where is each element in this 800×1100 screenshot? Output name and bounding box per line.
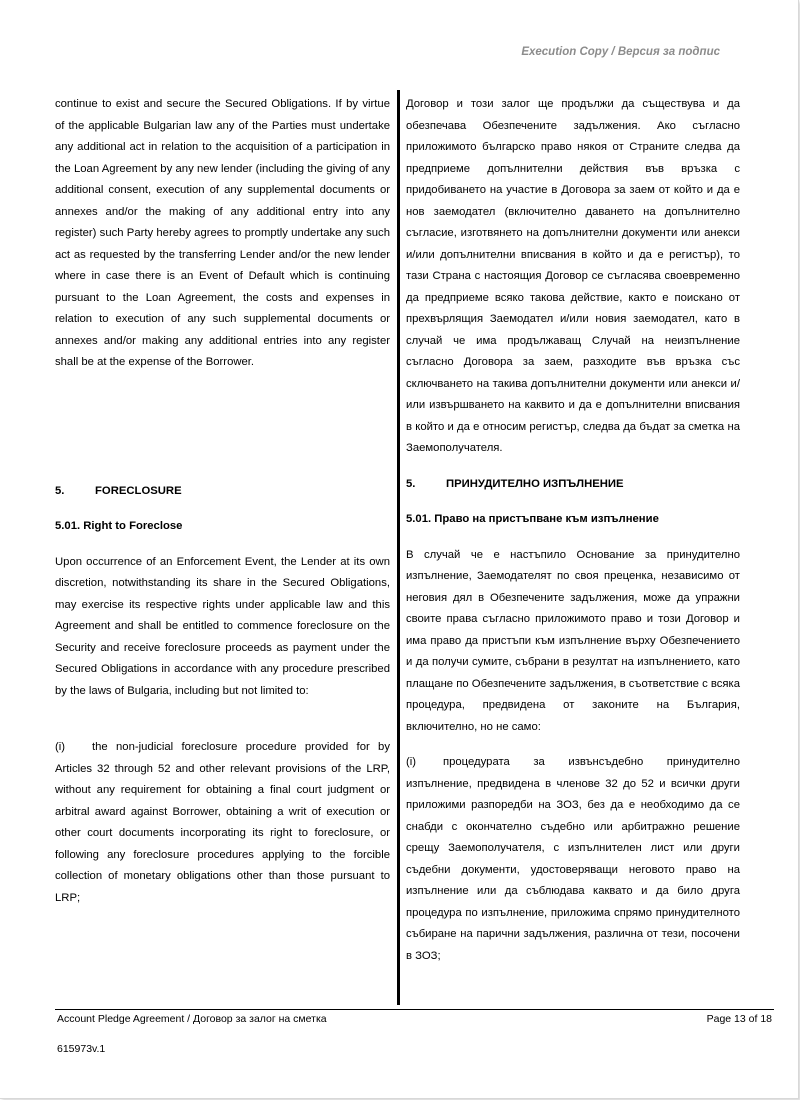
execution-copy-header: Execution Copy / Версия за подпис: [521, 46, 720, 58]
section-number: 5.: [55, 484, 65, 497]
section-title-bg: ПРИНУДИТЕЛНО ИЗПЪЛНЕНИЕ: [446, 477, 624, 490]
list-item-label-bg: (i): [406, 756, 417, 768]
section-heading-bg: [406, 474, 740, 496]
document-id: 615973v.1: [57, 1043, 106, 1055]
list-item-text-bg: процедурата за извънсъдебно принудително изпълнение, предвидена в членове 32 до 52 и всички други приложими разпоредби на ЗОЗ, без да е необходимо да се снабди с окончателно съдебно или арбитражно решение срещу Заемополучателя, с изпълнителен лист или други съдебни документи, удостоверяващи неговото право на изпълнение или да съблюдава каквато и да било друга процедура по изпълнение, приложима спрямо принудителното събиране на парични задължения, различна от тези, посочени в ЗОЗ;: [406, 756, 740, 962]
english-column: [55, 94, 390, 909]
list-item-label: (i): [55, 741, 66, 753]
footer-document-title: Account Pledge Agreement / Договор за залог на сметка: [57, 1013, 327, 1025]
list-item-text: the non-judicial foreclosure procedure provided for by Articles 32 through 52 and other relevant provisions of the LRP, without any requirement for obtaining a final court judgment or arbitral award against Borrower, obtaining a writ of execution or other court documents incorporating its right to foreclosure, or following any foreclosure procedures applying to the forcible collection of monetary obligations other than those pursuant to LRP;: [55, 741, 390, 904]
bulgarian-list-item-i: [406, 752, 740, 967]
bulgarian-column: [406, 94, 740, 967]
english-list-item-i: [55, 737, 390, 909]
column-divider: [397, 90, 400, 1005]
subsection-heading: 5.01. Right to Foreclose: [55, 520, 183, 532]
section-heading: [55, 481, 390, 503]
english-paragraph-right-to-foreclose: Upon occurrence of an Enforcement Event, the Lender at its own discretion, notwithstanding its share in the Secured Obligations, may exercise its respective rights under applicable law and this Agreement and shall be entitled to commence foreclosure on the Security and receive foreclosure proceeds as payment under the Secured Obligations in accordance with any procedure prescribed by the laws of Bulgaria, including but not limited to:: [55, 555, 390, 697]
section-number-bg: 5.: [406, 477, 416, 490]
bulgarian-paragraph-right-to-foreclose: В случай че е настъпило Основание за принудително изпълнение, Заемодателят по своя преценка, независимо от неговия дял в Обезпечените задължения, може да упражни своите права съгласно приложимото право и този Договор и има право да пристъпи към изпълнение върху Обезпечението и да получи сумите, събрани в резултат на изпълнението, като плащане по Обезпечените задължения, в съответствие с всяка процедура, предвидена от законите на България, включително, но не само:: [406, 548, 740, 733]
section-title: FORECLOSURE: [95, 484, 182, 497]
subsection-heading-bg: 5.01. Право на пристъпване към изпълнение: [406, 513, 659, 525]
english-paragraph-continuation: continue to exist and secure the Secured Obligations. If by virtue of the applicable Bulgarian law any of the Parties must undertake any additional act in relation to the acquisition of a participation in the Loan Agreement by any new lender (including the giving of any additional consent, execution of any supplemental documents or annexes and/or the making of any additional entry into any register) such Party hereby agrees to promptly undertake any such act as requested by the transferring Lender and/or the new lender where in case there is an Event of Default which is continuing pursuant to the Loan Agreement, the costs and expenses in relation to execution of any such supplemental documents or annexes and/or making any additional entries into any register shall be at the expense of the Borrower.: [55, 98, 390, 368]
footer-page-number: Page 13 of 18: [706, 1013, 772, 1025]
bulgarian-paragraph-continuation: Договор и този залог ще продължи да съществува и да обезпечава Обезпечените задължения. Ако съгласно приложимото българско право някоя от Страните следва да предприеме допълнителни действия във връзка с придобиването на участие в Договора за заем от който и да е нов заемодател (включително даването на допълнително съгласие, изготвянето на допълнителни документи или анекси и/или допълнителни вписвания в който и да е регистър), то тази Страна с настоящия Договор се съгласява своевременно да предприеме всяко такова действие, както е поискано от прехвърлящия Заемодател и/или новия заемодател, като в случай че има продължаващ Случай на неизпълнение съгласно Договора за заем, разходите във връзка със сключването на такива допълнителни документи или анекси и/или извършването на каквито и да е допълнителни вписвания в който и да е относим регистър, следва да бъдат за сметка на Заемополучателя.: [406, 98, 740, 454]
footer-rule: [55, 1009, 774, 1010]
